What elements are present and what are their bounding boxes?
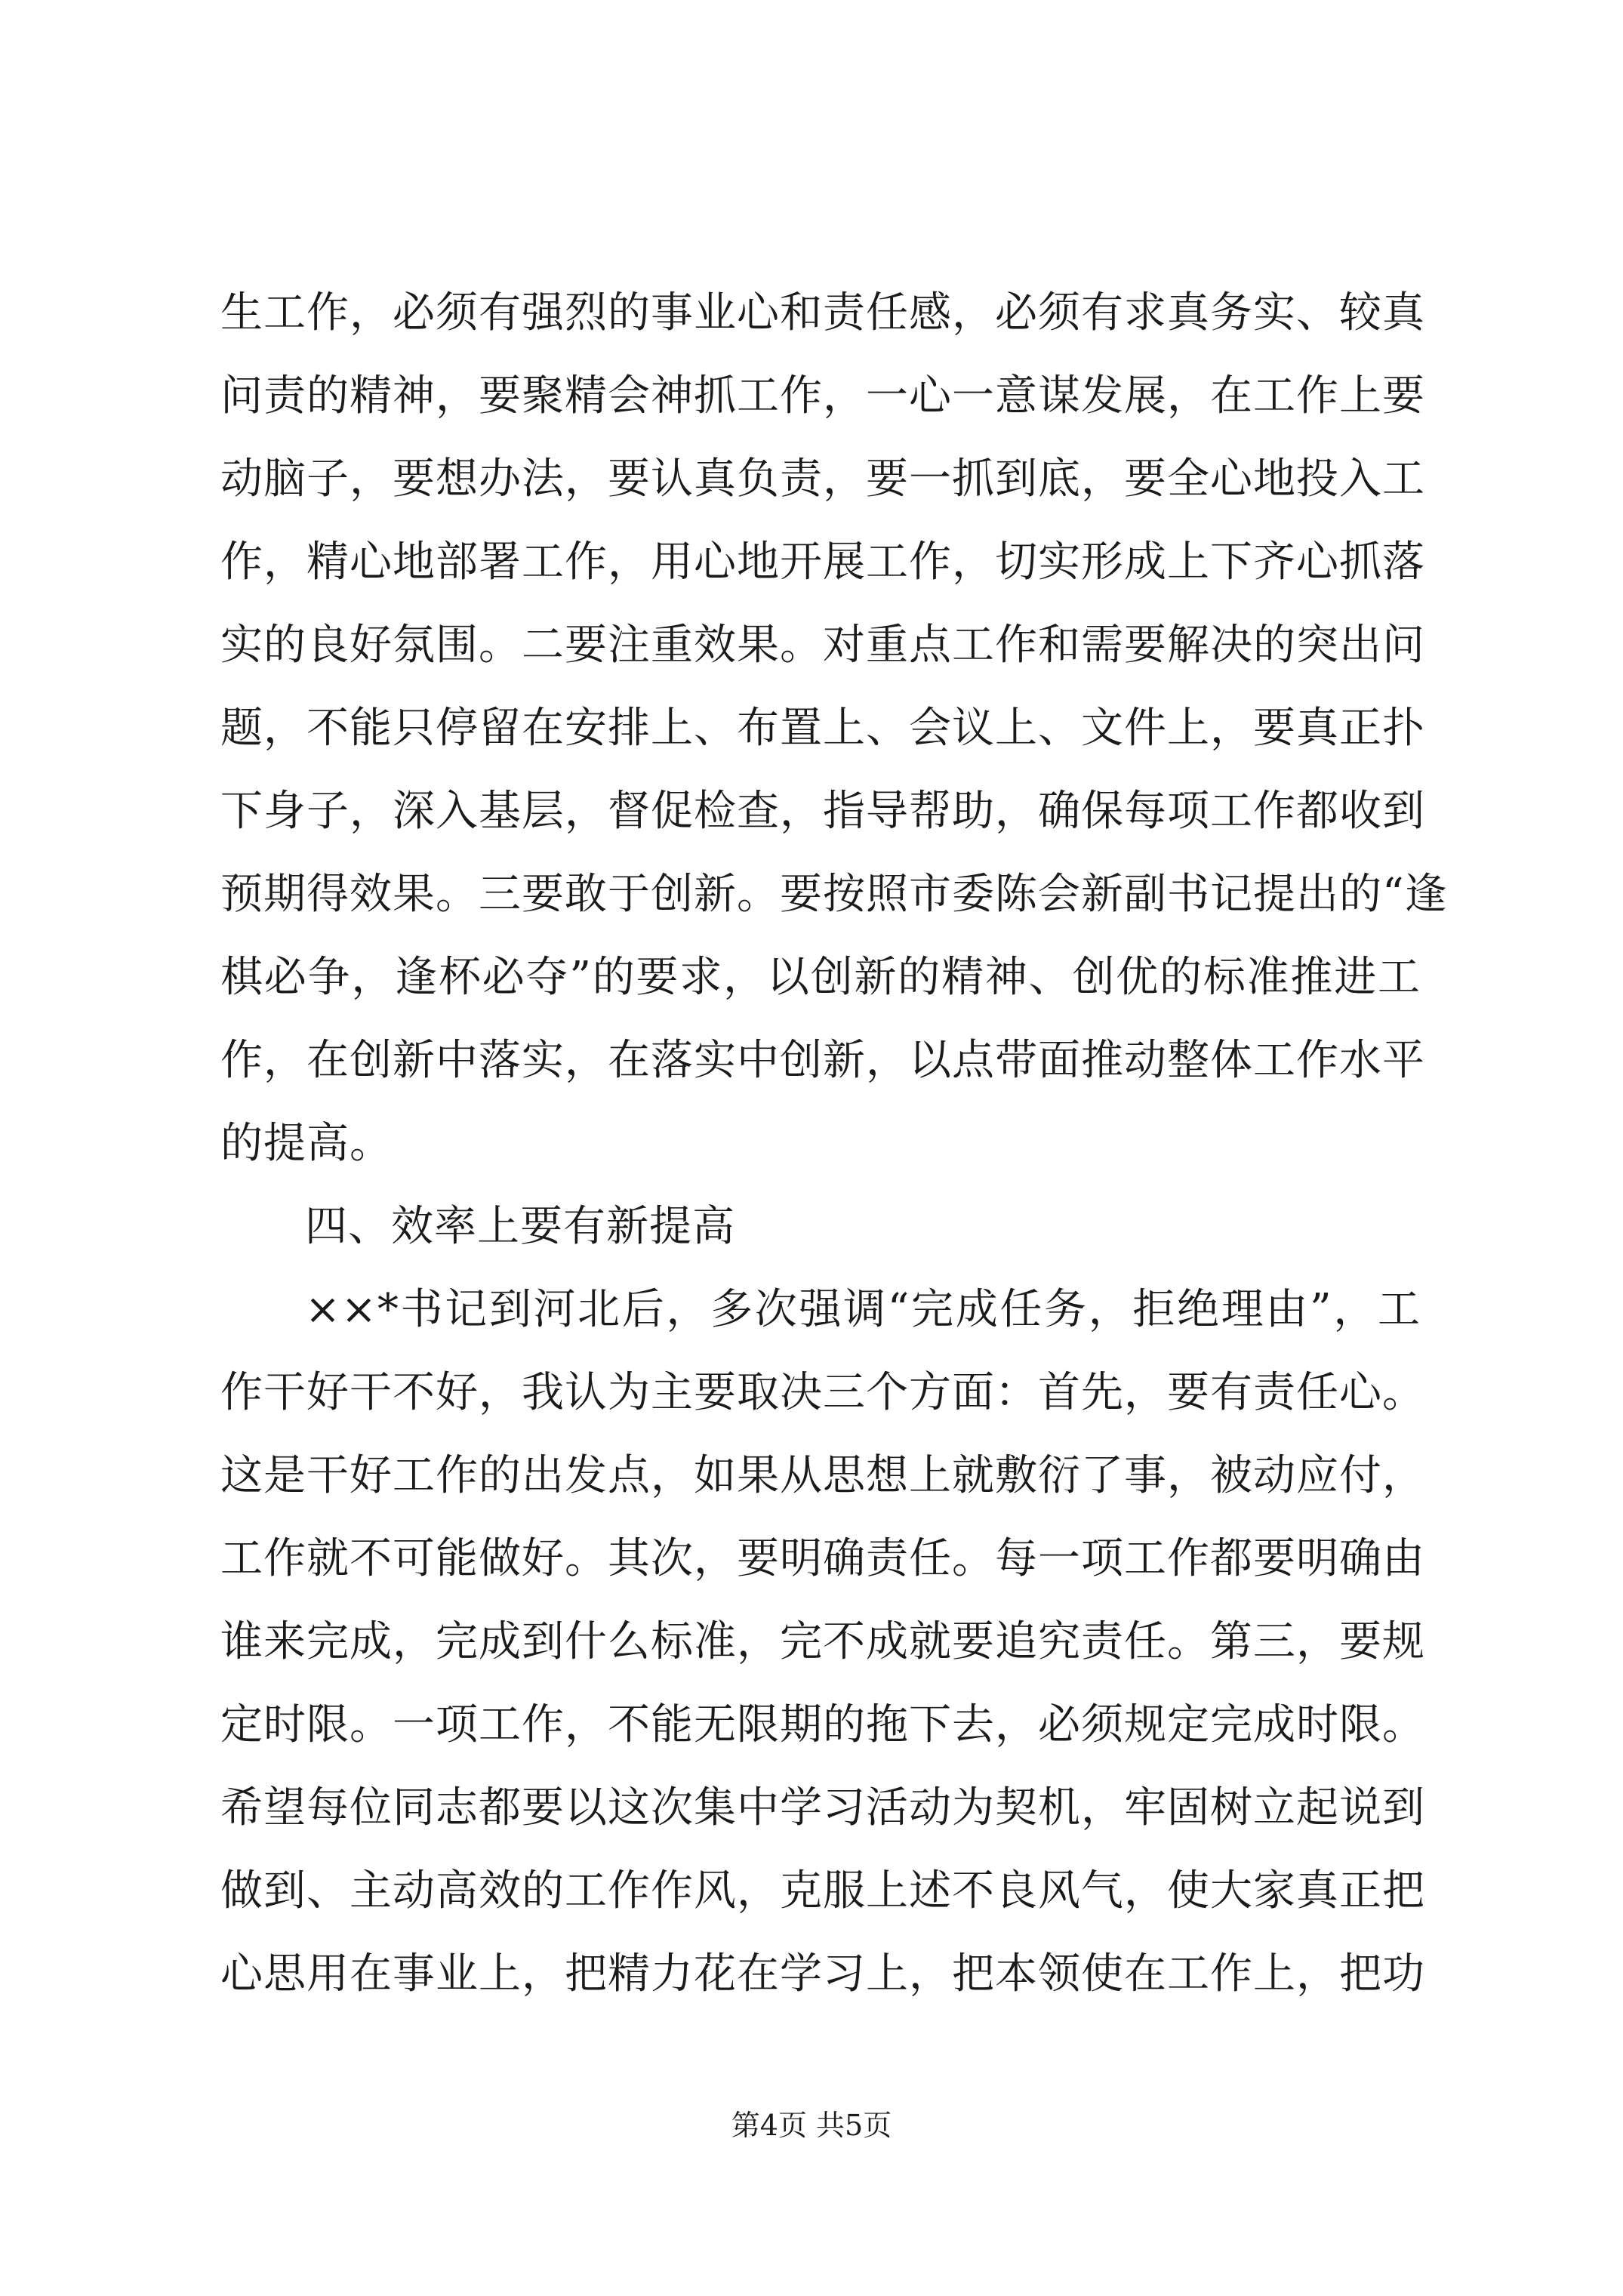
text-line: 心思用在事业上，把精力花在学习上，把本领使在工作上，把功 [220,1949,1425,1999]
text-line: 作，在创新中落实，在落实中创新，以点带面推动整体工作水平 [220,1036,1425,1085]
text-line: 做到、主动高效的工作作风，克服上述不良风气，使大家真正把 [220,1866,1425,1915]
page-footer: 第4页 共5页 [731,2109,892,2142]
text-line: 棋必争，逢杯必夺”的要求，以创新的精神、创优的标准推进工 [220,953,1421,1002]
body-text [220,272,1448,2016]
text-line: 作，精心地部署工作，用心地开展工作，切实形成上下齐心抓落 [220,538,1425,587]
text-line: 希望每位同志都要以这次集中学习活动为契机，牢固树立起说到 [220,1783,1425,1832]
text-line: ××*书记到河北后，多次强调“完成任务，拒绝理由”，工 [305,1285,1421,1334]
text-line: 预期得效果。三要敢于创新。要按照市委陈会新副书记提出的“逢 [220,870,1448,919]
text-line: 实的良好氛围。二要注重效果。对重点工作和需要解决的突出问 [220,621,1425,670]
text-line: 这是干好工作的出发点，如果从思想上就敷衍了事，被动应付， [220,1451,1425,1500]
text-line: 下身子，深入基层，督促检查，指导帮助，确保每项工作都收到 [220,787,1425,836]
text-line: 的提高。 [220,1119,393,1168]
text-line: 谁来完成，完成到什么标准，完不成就要追究责任。第三，要规 [220,1617,1425,1666]
section-heading: 四、效率上要有新提高 [305,1202,735,1251]
text-line: 问责的精神，要聚精会神抓工作，一心一意谋发展，在工作上要 [220,371,1425,421]
text-line: 题，不能只停留在安排上、布置上、会议上、文件上，要真正扑 [220,704,1425,753]
text-line: 作干好干不好，我认为主要取决三个方面：首先，要有责任心。 [220,1368,1425,1417]
text-line: 定时限。一项工作，不能无限期的拖下去，必须规定完成时限。 [220,1700,1425,1749]
text-line: 生工作，必须有强烈的事业心和责任感，必须有求真务实、较真 [220,288,1425,337]
text-line: 动脑子，要想办法，要认真负责，要一抓到底，要全心地投入工 [220,455,1425,504]
text-line: 工作就不可能做好。其次，要明确责任。每一项工作都要明确由 [220,1534,1425,1583]
